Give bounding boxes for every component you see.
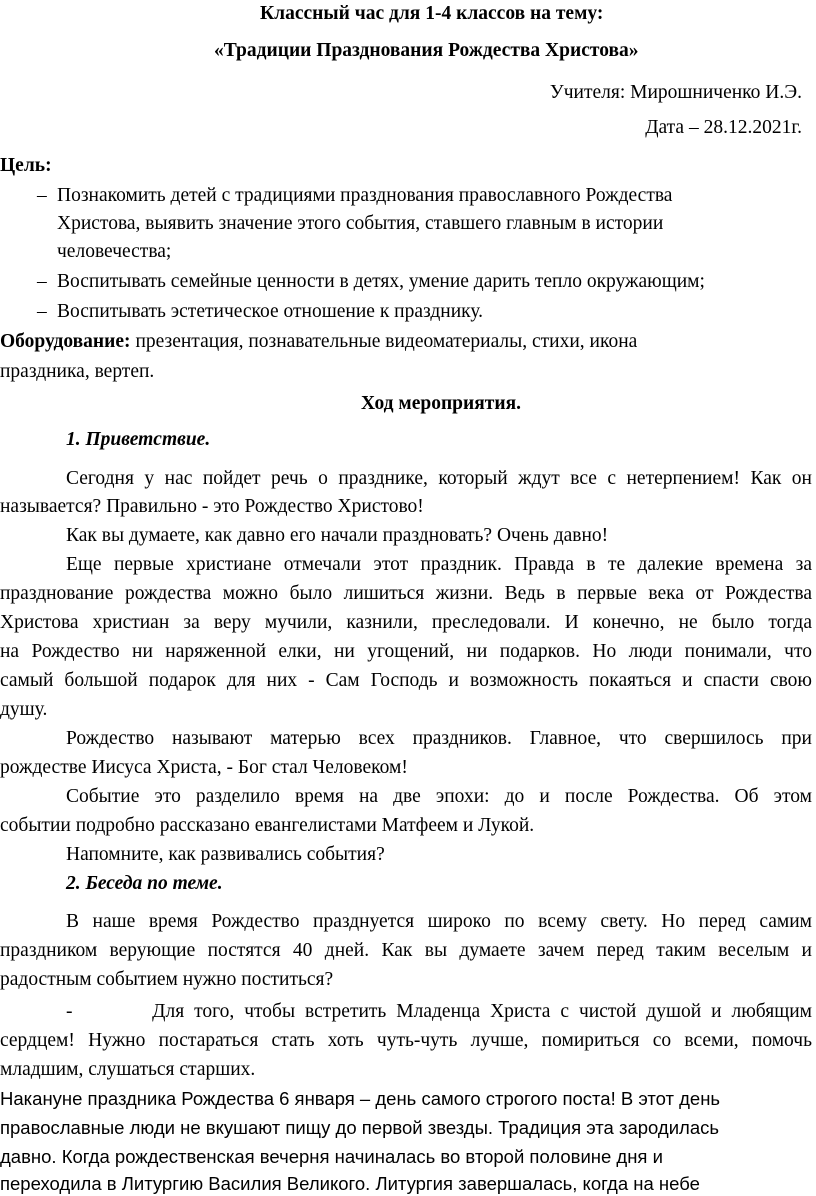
s2-p3-line-2: православные люди не вкушают пищу до первой звезды. Традиция эта зародилась (0, 1117, 720, 1138)
s2-p1-line-3: радостным событием нужно поститься? (0, 969, 334, 990)
equipment-line-1 (0, 330, 637, 354)
s1-p3-line-6: душу. (0, 699, 48, 720)
list-dash: – (37, 301, 47, 322)
s1-p6: Напомните, как развивались события? (66, 844, 385, 865)
equipment-text: презентация, познавательные видеоматериалы, стихи, икона (130, 331, 638, 352)
s1-p2: Как вы думаете, как давно его начали праздновать? Очень давно! (66, 525, 609, 546)
s1-p5-line-1: Событие это разделило время на две эпохи: до и после Рождества. Об этом (66, 786, 812, 807)
goal-item-1-line-2: Христова, выявить значение этого события, ставшего главным в истории (57, 213, 664, 234)
goal-item-2: Воспитывать семейные ценности в детях, умение дарить тепло окружающим; (57, 271, 705, 292)
list-dash: – (37, 185, 47, 206)
section-1-heading: 1. Приветствие. (66, 429, 211, 450)
list-dash: – (37, 271, 47, 292)
s2-p3-line-1: Накануне праздника Рождества 6 января – день самого строгого поста! В этот день (0, 1088, 721, 1109)
date-line: Дата – 28.12.2021г. (645, 117, 802, 138)
s2-p2-line-1: - Для того, чтобы встретить Младенца Христа с чистой душой и любящим (66, 1001, 812, 1022)
s1-p3-line-2: празднование рождества можно было лишиться жизни. Ведь в первые века от Рождества (0, 583, 812, 604)
title-line-1: Классный час для 1-4 классов на тему: (260, 3, 604, 24)
s1-p5-line-2: событии подробно рассказано евангелистами Матфеем и Лукой. (0, 815, 535, 836)
s2-p3-line-3: давно. Когда рождественская вечерня начиналась во второй половине дня и (0, 1146, 663, 1167)
s1-p3-line-3: Христова христиан за веру мучили, казнили, преследовали. И конечно, не было тогда (0, 612, 812, 633)
s2-p1-line-1: В наше время Рождество празднуется широко по всему свету. Но перед самим (66, 911, 812, 932)
s2-p2-line-3: младшим, слушаться старших. (0, 1059, 256, 1080)
s1-p3-line-1: Еще первые христиане отмечали этот праздник. Правда в те далекие времена за (66, 554, 812, 575)
s1-p4-line-1: Рождество называют матерью всех праздников. Главное, что свершилось при (66, 728, 812, 749)
title-line-2: «Традиции Празднования Рождества Христова» (214, 40, 639, 61)
s1-p3-line-4: на Рождество ни наряженной елки, ни угощений, ни подарков. Но люди понимали, что (0, 641, 812, 662)
s2-p2-line-2: сердцем! Нужно постараться стать хоть чуть-чуть лучше, помириться со всеми, помочь (0, 1030, 812, 1051)
s1-p3-line-5: самый большой подарок для них - Сам Господь и возможность покаяться и спасти свою (0, 670, 812, 691)
goal-item-1-line-1: Познакомить детей с традициями празднования православного Рождества (57, 185, 673, 206)
s1-p4-line-2: рождестве Иисуса Христа, - Бог стал Человеком! (0, 757, 408, 778)
goal-item-1-line-3: человечества; (57, 241, 172, 262)
goal-item-3: Воспитывать эстетическое отношение к празднику. (57, 301, 484, 322)
equipment-line-2: праздника, вертеп. (0, 361, 155, 382)
equipment-label: Оборудование: (0, 331, 131, 352)
s1-p1-line-1: Сегодня у нас пойдет речь о празднике, который ждут все с нетерпением! Как он (66, 468, 812, 489)
s1-p1-line-2: называется? Правильно - это Рождество Христово! (0, 496, 424, 517)
s2-p3-line-4: переходила в Литургию Василия Великого. Литургия завершалась, когда на небе (0, 1173, 700, 1194)
progress-title: Ход мероприятия. (361, 393, 522, 414)
section-2-heading: 2. Беседа по теме. (66, 873, 223, 894)
teacher-line: Учителя: Мирошниченко И.Э. (549, 82, 802, 103)
goal-label: Цель: (0, 155, 52, 176)
s2-p1-line-2: праздником верующие постятся 40 дней. Как вы думаете зачем перед таким веселым и (0, 940, 812, 961)
